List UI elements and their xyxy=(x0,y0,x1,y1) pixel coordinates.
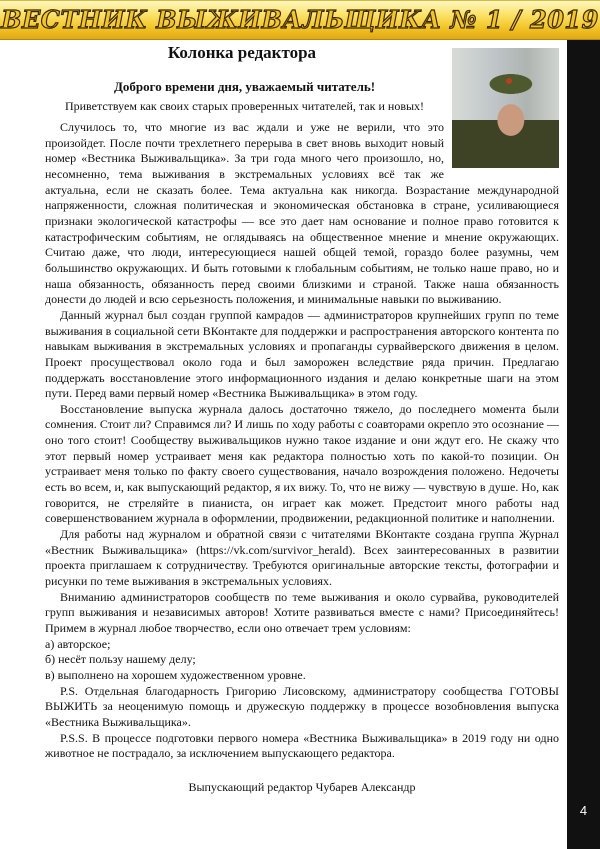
paragraph: Вниманию администраторов сообществ по теме выживания и около сурвайва, руководителей групп выживания и независимых авторов! Хотите развиваться вместе с нами? Присоединяйтесь! Примем в журнал любое творчество, если оно отвечает трем условиям: xyxy=(45,589,559,635)
postscript: P.S. Отдельная благодарность Григорию Лисовскому, администратору сообщества ГОТОВЫ ВЫЖИТЬ за неоценимую помощь и дружескую поддержку в процессе возобновления выпуска «Вестника Выживальщика». xyxy=(45,683,559,729)
condition-item: в) выполнено на хорошем художественном уровне. xyxy=(45,667,306,682)
paragraph: Случилось то, что многие из вас ждали и уже не верили, что это произойдет. После почти трехлетнего перерыва в свет вновь выходит новый номер «Вестника Выживальщика». За три года много чего произошло, но, несомненно, тема выживания в экстремальных условиях всё так же актуальна, если не сказать более. Тема актуальна как никогда. Возрастание международной напряженности, сложная политическая и экономическая обстановка в стране, усиливающиеся признаки экологической катастрофы — все это дает нам основание и полное право готовится к катастрофическим событиям, не оглядываясь на общественное мнение и мнение окружающих. Считаю даже, что люди, интересующиеся нашей общей темой, гораздо более разумны, чем большинство окружающих. И быть готовыми к глобальным событиям, не только наше право, но и наша обязанность, обязанность перед своими близкими и страной. Также наша обязанность донести до людей и всю серьезность положения, и минимальные навыки по выживанию. xyxy=(45,120,559,307)
article-title: Колонка редактора xyxy=(167,43,317,62)
magazine-title: ВЕСТНИК ВЫЖИВАЛЬЩИКА № 1 / 2019 xyxy=(1,5,599,34)
post-postscript: P.S.S. В процессе подготовки первого номера «Вестника Выживальщика» в 2019 году ни одно животное не пострадало, за исключением выпускающего редактора. xyxy=(45,730,559,761)
signature: Выпускающий редактор Чубарев Александр xyxy=(188,779,416,794)
paragraph: Данный журнал был создан группой камрадов — администраторов крупнейших групп по теме выживания в социальной сети ВКонтакте для поддержки и распространения авторского контента по навыкам выживания в экстремальных условиях и пропаганды сурвайверского движения в целом. Проект просуществовал около года и был заморожен вследствие ряда причин. Предлагаю поддержать восстановление этого информационного издания и делаю конкретные шаги на этом пути. Перед вами первый номер «Вестника Выживальщика» в этом году. xyxy=(45,307,559,401)
side-strip xyxy=(567,40,600,849)
paragraph: Для работы над журналом и обратной связи с читателями ВКонтакте создана группа Журнал «Вестник Выживальщика» (https://vk.com/survivor_herald). Всех заинтересованных в развитии проекта приглашаем к сотрудничеству. Требуются оригинальные авторские тексты, фотографии и рисунки по теме выживания в экстремальных условиях. xyxy=(45,527,559,589)
condition-item: а) авторское; xyxy=(45,636,111,651)
welcome-line: Приветствуем как своих старых проверенных читателей, так и новых! xyxy=(64,99,425,113)
page-number: 4 xyxy=(579,803,588,818)
cap-badge-icon xyxy=(506,78,512,84)
header-banner xyxy=(0,0,600,40)
condition-item: б) несёт пользу нашему делу; xyxy=(45,652,196,667)
editor-photo xyxy=(452,48,559,168)
greeting: Доброго времени дня, уважаемый читатель! xyxy=(113,79,376,94)
editor-column xyxy=(45,42,559,795)
paragraph: Восстановление выпуска журнала далось достаточно тяжело, до последнего момента были сомнения. Стоит ли? Справимся ли? И лишь по ходу работы с соавторами окрепло это осознание — оно того стоит! Сообществу выживальщиков нужно такое издание и они ждут его. Не скажу что этот первый номер устраивает меня как редактора полностью хоть по какой-то позиции. Он устраивает меня только по факту своего существования, начало возрождения положено. Недочеты есть во всем, и, как выпускающий редактор, я их вижу. То, что не вижу — чувствую в душе. Но, как говорится, не стреляйте в пианиста, он играет как может. Предстоит много работы над совершенствованием журнала в оформлении, продвижении, редакционной политике и наполнении. xyxy=(45,401,559,526)
